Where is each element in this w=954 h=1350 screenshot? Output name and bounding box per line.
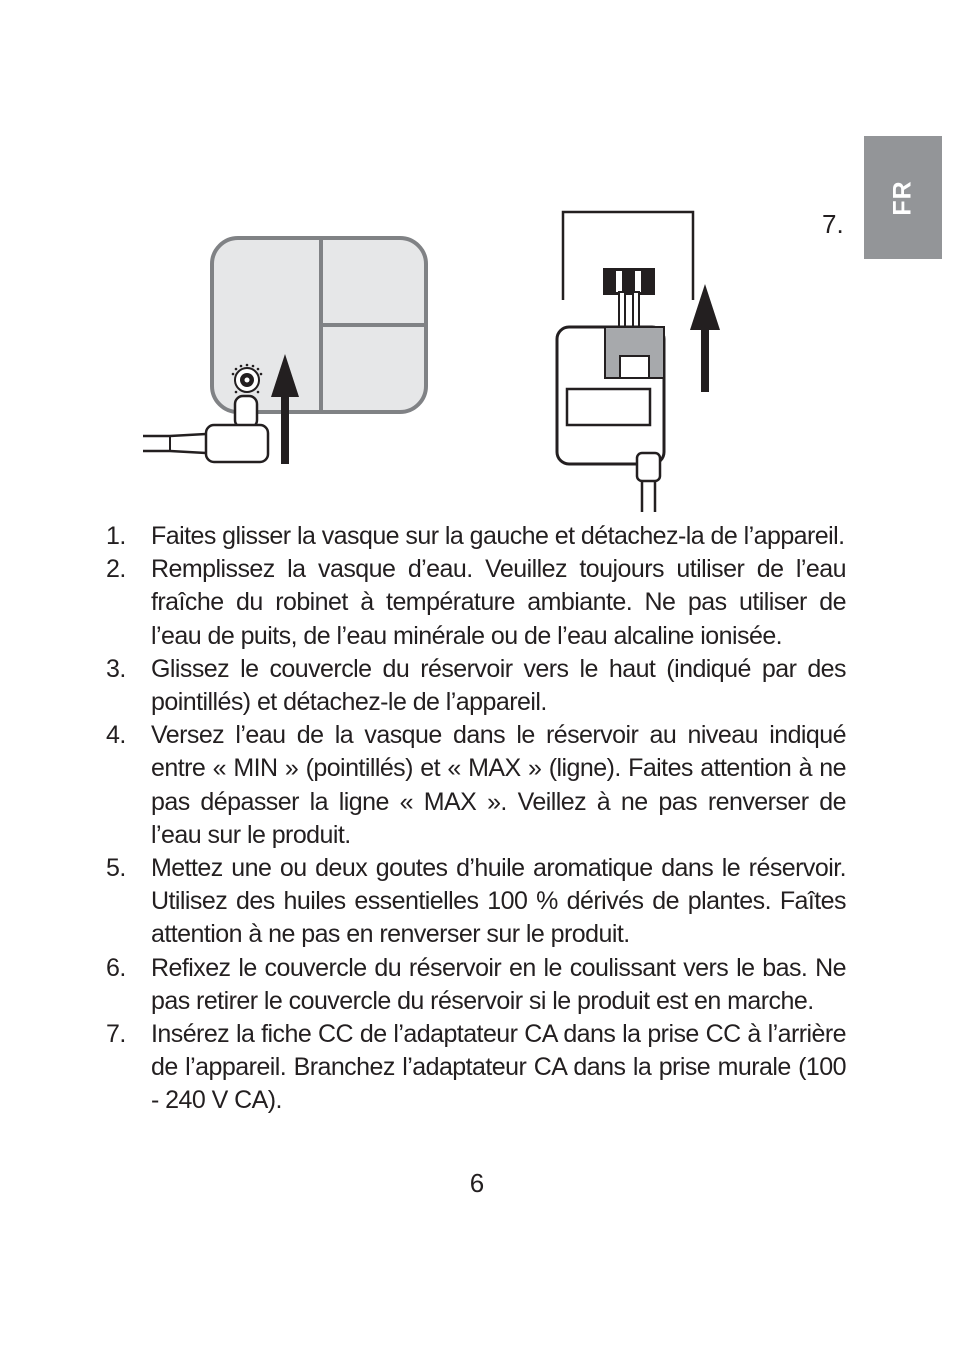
instruction-step-2 bbox=[106, 553, 846, 653]
step-text: Versez l’eau de la vasque dans le réservoir au niveau indiqué entre « MIN » (pointillés) et « MAX » (ligne). Faites attention à ne pas dépasser la ligne « MAX ». Veillez à ne pas renverser de l’eau sur le produit. bbox=[151, 721, 846, 849]
adapter-wall-drawing bbox=[557, 212, 720, 512]
plug-in-arrow-icon bbox=[690, 284, 720, 392]
dc-plug-icon bbox=[143, 396, 268, 462]
step-number: 4. bbox=[106, 721, 126, 750]
step-number: 3. bbox=[106, 654, 126, 683]
wall-socket-icon bbox=[603, 268, 655, 295]
step-text: Refixez le couvercle du réservoir en le coulissant vers le bas. Ne pas retirer le couvercle du réservoir si le produit est en marche. bbox=[151, 953, 846, 1015]
step-number: 6. bbox=[106, 953, 126, 982]
step-number: 2. bbox=[106, 555, 126, 584]
step-text: Remplissez la vasque d’eau. Veuillez toujours utiliser de l’eau fraîche du robinet à température ambiante. Ne pas utiliser de l’eau de puits, de l’eau minérale ou de l’eau alcaline ionisée. bbox=[151, 555, 846, 650]
language-tab-label: FR bbox=[888, 179, 917, 216]
instruction-step-3 bbox=[106, 653, 846, 719]
setup-illustration bbox=[0, 0, 954, 520]
instruction-step-5 bbox=[106, 852, 846, 952]
step-text: Mettez une ou deux goutes d’huile aromatique dans le réservoir. Utilisez des huiles essentielles 100 % dérivés de plantes. Faîtes attention à ne pas en renverser sur le produit. bbox=[151, 854, 846, 949]
page-number: 6 bbox=[469, 1168, 485, 1198]
instruction-step-4 bbox=[106, 719, 846, 852]
instruction-step-1 bbox=[106, 520, 846, 553]
ac-adapter-icon bbox=[557, 292, 664, 512]
instruction-step-6 bbox=[106, 952, 846, 1018]
instruction-step-7 bbox=[106, 1018, 846, 1118]
device-back-drawing bbox=[143, 238, 426, 464]
step-number: 5. bbox=[106, 854, 126, 883]
step-text: Insérez la fiche CC de l’adaptateur CA dans la prise CC à l’arrière de l’appareil. Branchez l’adaptateur CA dans la prise murale (100 - 240 V CA). bbox=[151, 1020, 846, 1115]
step-text: Faites glisser la vasque sur la gauche et détachez-la de l’appareil. bbox=[151, 522, 845, 550]
step-text: Glissez le couvercle du réservoir vers le haut (indiqué par des pointillés) et détachez-le de l’appareil. bbox=[151, 654, 846, 717]
step-number: 1. bbox=[106, 522, 126, 550]
instruction-list bbox=[106, 520, 846, 1118]
figure-step-reference: 7. bbox=[822, 209, 844, 239]
step-number: 7. bbox=[106, 1020, 126, 1049]
